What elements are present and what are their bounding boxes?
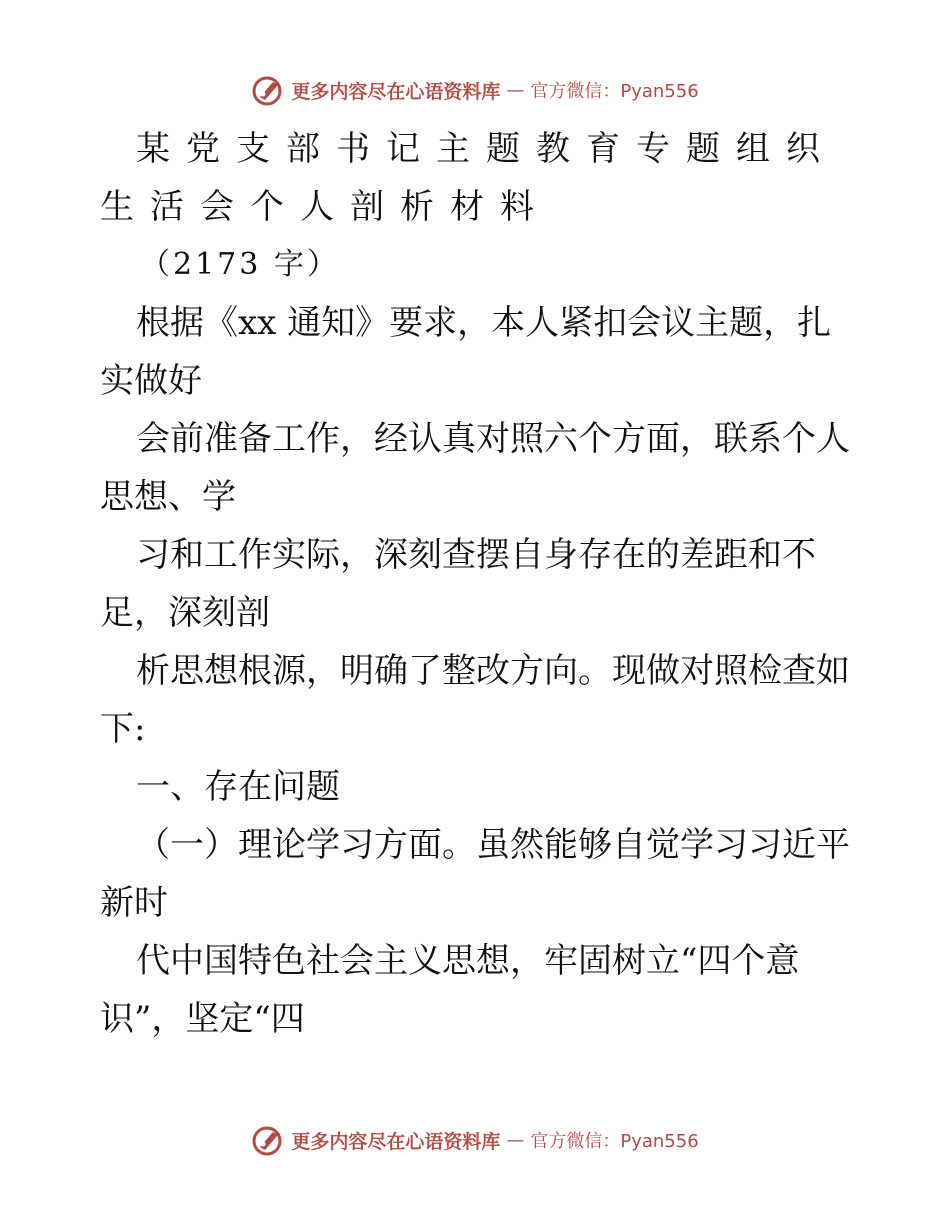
paragraph-line: 习和工作实际，深刻查摆自身存在的差距和不 [136, 535, 816, 575]
paragraph-line: 根据《xx 通知》要求，本人紧扣会议主题，扎 [136, 303, 832, 343]
watermark-banner-bottom [0, 1120, 950, 1160]
watermark-text: 更多内容尽在心语资料库 [291, 80, 501, 103]
paragraph-line: 会前准备工作，经认真对照六个方面，联系个人 [136, 419, 850, 459]
watermark-dash: — [506, 1129, 525, 1151]
watermark-banner-top [0, 70, 950, 110]
paragraph-line: 析思想根源，明确了整改方向。现做对照检查如 [136, 651, 850, 691]
document-body [100, 120, 860, 1048]
section-heading: 一、存在问题 [136, 767, 340, 807]
pen-logo-icon [251, 73, 285, 107]
paragraph-line: 下: [100, 709, 146, 749]
doc-title-line-2: 生活会个人剖析材料 [100, 187, 550, 227]
paragraph-line: 识”，坚定“四 [100, 999, 305, 1039]
watermark-wechat: 官方微信：Pyan556 [530, 81, 699, 102]
watermark-text: 更多内容尽在心语资料库 [291, 1130, 501, 1153]
paragraph-line: 足，深刻剖 [100, 593, 270, 633]
word-count: （2173 字） [140, 247, 340, 282]
paragraph-line: 实做好 [100, 361, 202, 401]
paragraph-line: 思想、学 [100, 477, 236, 517]
watermark-dash: — [506, 79, 525, 101]
watermark-wechat: 官方微信：Pyan556 [530, 1131, 699, 1152]
paragraph-line: 代中国特色社会主义思想，牢固树立“四个意 [136, 941, 800, 981]
paragraph-line: （一）理论学习方面。虽然能够自觉学习习近平 [136, 825, 850, 865]
doc-title-line-1: 某党支部书记主题教育专题组织 [136, 129, 836, 169]
paragraph-line: 新时 [100, 883, 168, 923]
pen-logo-icon [251, 1123, 285, 1157]
